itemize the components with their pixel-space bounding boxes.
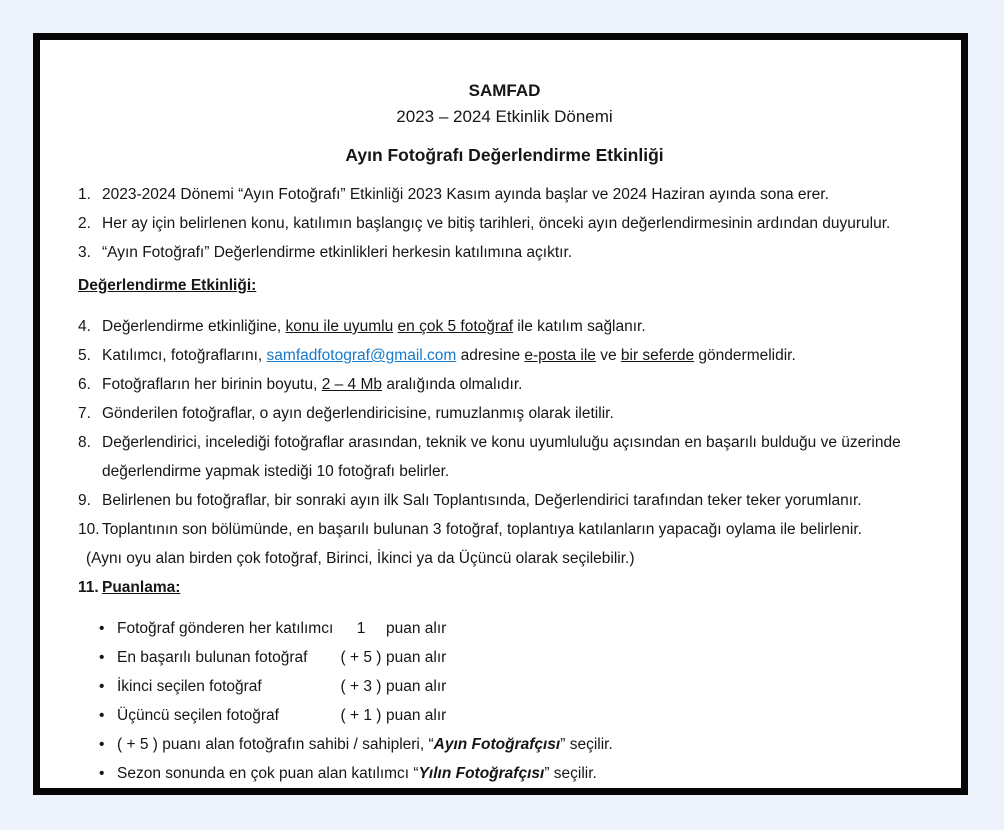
period-subtitle: 2023 – 2024 Etkinlik Dönemi (396, 107, 613, 126)
bullet-icon: • (99, 678, 105, 695)
text-run: e-posta ile (524, 347, 596, 364)
item-number: 1. (78, 186, 91, 203)
scoring-note-text (117, 730, 931, 759)
rule-item-10 (78, 515, 931, 544)
scoring-row (99, 643, 931, 672)
rule-item-6 (78, 370, 931, 399)
email-link[interactable]: samfadfotograf@gmail.com (266, 347, 457, 364)
rule-item-9 (78, 486, 931, 515)
item-number: 11. (78, 579, 99, 596)
document-page (33, 33, 968, 795)
text-run: ve (595, 347, 621, 364)
rule-item-8 (78, 428, 931, 486)
scoring-points: ( + 3 ) (340, 678, 382, 695)
text-run: 2 – 4 Mb (321, 376, 383, 393)
bullet-icon: • (99, 649, 105, 666)
text-run: ” seçilir. (560, 736, 613, 753)
rule-item-4 (78, 312, 931, 341)
text-run: ( + 5 ) puanı alan fotoğrafın sahibi / sahipleri, “ (117, 736, 434, 753)
rule-item-5 (78, 341, 931, 370)
text-run: konu ile uyumlu (285, 318, 394, 335)
scoring-suffix: puan alır (386, 649, 447, 666)
text-run: Belirlenen bu fotoğraflar, bir sonraki ayın ilk Salı Toplantısında, Değerlendirici tarafından teker teker yorumlanır. (102, 492, 862, 509)
scoring-suffix: puan alır (386, 707, 447, 724)
document-header (78, 78, 931, 168)
scoring-label: Üçüncü seçilen fotoğraf (117, 707, 279, 724)
document-title: Ayın Fotoğrafı Değerlendirme Etkinliği (345, 145, 664, 165)
scoring-row (99, 701, 931, 730)
item-number: 5. (78, 347, 91, 364)
item-number: 8. (78, 434, 91, 451)
item-number: 2. (78, 215, 91, 232)
rule-item-1 (78, 180, 931, 209)
text-run: Toplantının son bölümünde, en başarılı bulunan 3 fotoğraf, toplantıya katılanların yapacağı oylama ile belirlenir. (102, 521, 862, 538)
item-text (102, 515, 931, 544)
item-text (102, 341, 931, 370)
item-text (102, 238, 931, 267)
item-number: 9. (78, 492, 91, 509)
scoring-row (99, 672, 931, 701)
item-number: 6. (78, 376, 91, 393)
text-run: Değerlendirme etkinliğine, (102, 318, 286, 335)
text-run: 2023-2024 Dönemi “Ayın Fotoğrafı” Etkinliği 2023 Kasım ayında başlar ve 2024 Haziran ayında sona erer. (102, 186, 829, 203)
text-run: Sezon sonunda en çok puan alan katılımcı “ (117, 765, 419, 782)
bullet-icon: • (99, 707, 105, 724)
bullet-icon: • (99, 736, 105, 753)
text-run: aralığında olmalıdır. (382, 376, 523, 393)
text-run: Değerlendirici, incelediği fotoğraflar arasından, teknik ve konu uyumluluğu açısından en başarılı bulduğu ve üzerinde değerlendirme yapmak istediği 10 fotoğrafı belirler. (102, 434, 901, 480)
text-run: ” seçilir. (544, 765, 597, 782)
scoring-note-text (117, 759, 931, 788)
section-heading-degerlendirme: Değerlendirme Etkinliği: (78, 277, 257, 294)
bullet-icon: • (99, 765, 105, 782)
text-run: Fotoğrafların her birinin boyutu, (102, 376, 322, 393)
text-run: Katılımcı, fotoğraflarını, (102, 347, 267, 364)
item-number: 4. (78, 318, 91, 335)
text-run: Ayın Fotoğrafçısı (433, 736, 561, 753)
item-text (102, 180, 931, 209)
bullet-icon: • (99, 620, 105, 637)
text-run: bir seferde (620, 347, 695, 364)
scoring-suffix: puan alır (386, 678, 447, 695)
item-text (102, 399, 931, 428)
text-run: adresine (456, 347, 525, 364)
scoring-list (78, 614, 931, 788)
item-number: 10. (78, 521, 100, 538)
text-run: ile katılım sağlanır. (513, 318, 646, 335)
section-heading-puanlama (78, 573, 931, 602)
scoring-suffix: puan alır (386, 620, 447, 637)
scoring-label: İkinci seçilen fotoğraf (117, 678, 262, 695)
item-text (102, 312, 931, 341)
rule-item-3 (78, 238, 931, 267)
text-run: Yılın Fotoğrafçısı (418, 765, 545, 782)
scoring-row (99, 614, 931, 643)
scoring-points: ( + 5 ) (340, 649, 382, 666)
text-run: göndermelidir. (694, 347, 796, 364)
text-run: en çok 5 fotoğraf (397, 318, 513, 335)
scoring-label: Fotoğraf gönderen her katılımcı (117, 620, 334, 637)
org-name: SAMFAD (468, 81, 541, 100)
item-number: 3. (78, 244, 91, 261)
text-run: Her ay için belirlenen konu, katılımın başlangıç ve bitiş tarihleri, önceki ayın değerlendirmesinin ardından duyurulur. (102, 215, 891, 232)
scoring-label: En başarılı bulunan fotoğraf (117, 649, 308, 666)
item-number: 7. (78, 405, 91, 422)
item-text (102, 370, 931, 399)
scoring-points: ( + 1 ) (340, 707, 382, 724)
intro-rules-list (78, 180, 931, 267)
scoring-note (99, 730, 931, 759)
scoring-heading-label: Puanlama: (102, 579, 181, 596)
rule-item-7 (78, 399, 931, 428)
item-text (102, 486, 931, 515)
rule-item-2 (78, 209, 931, 238)
text-run: Gönderilen fotoğraflar, o ayın değerlendiricisine, rumuzlanmış olarak iletilir. (102, 405, 614, 422)
evaluation-rules-list (78, 312, 931, 573)
text-run: “Ayın Fotoğrafı” Değerlendirme etkinlikleri herkesin katılımına açıktır. (102, 244, 573, 261)
scoring-points: 1 (356, 620, 366, 637)
item-text (102, 209, 931, 238)
item-text (102, 428, 931, 486)
scoring-note (99, 759, 931, 788)
rule-note: (Aynı oyu alan birden çok fotoğraf, Birinci, İkinci ya da Üçüncü olarak seçilebilir.) (86, 550, 635, 567)
